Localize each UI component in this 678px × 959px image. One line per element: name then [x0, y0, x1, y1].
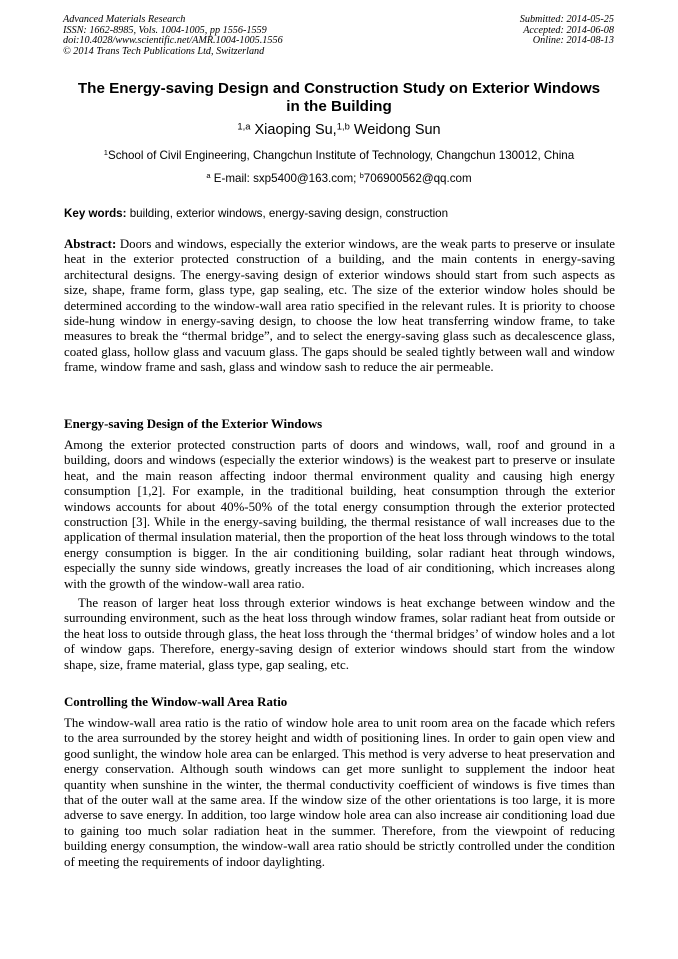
section-heading-window-wall-ratio: Controlling the Window-wall Area Ratio [64, 695, 288, 709]
emails [40, 171, 638, 186]
authors [40, 121, 638, 139]
email-b: 706900562@qq.com [363, 172, 472, 185]
affiliation-mark: 1 [103, 148, 108, 158]
journal-header [63, 15, 283, 57]
author-2-name: Weidong Sun [349, 122, 441, 138]
affiliation [40, 148, 638, 163]
author-2-affil-mark: 1,b [336, 120, 350, 132]
email-b-mark: b [359, 171, 364, 181]
copyright-line: © 2014 Trans Tech Publications Ltd, Switzerland [63, 45, 265, 57]
email-a-mark: a [206, 171, 211, 181]
author-1-name: Xiaoping Su, [250, 122, 337, 138]
keywords-label: Key words: [64, 207, 127, 220]
abstract [64, 237, 615, 376]
section-heading-energy-saving-design: Energy-saving Design of the Exterior Windows [64, 417, 323, 431]
paper-title [40, 80, 638, 116]
abstract-text: Doors and windows, especially the exterior windows, are the weak parts to preserve or insulate heat in the exterior protected construction of a building, and the main contents in energy-saving architectural designs. The energy-saving design of exterior windows should start from such aspects as size, shape, frame form, glass type, gap sealing, etc. The size of the exterior window holes should be determined according to the window-wall area ratio specified in the relevant rules. It is priority to choose side-hung window in energy-saving design, to choose the low heat transferring window frame, to take measures to break the “thermal bridge”, and to select the energy-saving glass such as decalescence glass, coated glass, hollow glass and vacuum glass. The gaps should be sealed tightly between wall and window frame, window frame and sash, glass and window sash to reduce the air permeable. [64, 237, 615, 375]
section-1-paragraph-2: The reason of larger heat loss through exterior windows is heat exchange between window and the surrounding environment, such as the heat loss through window frames, solar radiant heat from outside or the heat loss to outside through glass, the heat loss through the ‘thermal bridges’ of window holes and a lot of window gaps. Therefore, energy-saving design of exterior windows should start from the window shape, size, frame material, glass type, gap sealing, etc. [64, 596, 615, 672]
title-line-2: in the Building [286, 98, 392, 115]
accepted-date: Accepted: 2014-06-08 [523, 24, 614, 36]
dates-header [520, 15, 614, 47]
affiliation-text: School of Civil Engineering, Changchun Institute of Technology, Changchun 130012, China [107, 149, 575, 162]
keywords [64, 206, 448, 221]
journal-name: Advanced Materials Research [63, 14, 186, 25]
keywords-text: building, exterior windows, energy-saving design, construction [126, 207, 449, 220]
title-line-1: The Energy-saving Design and Construction Study on Exterior Windows [77, 80, 601, 97]
email-a: E-mail: sxp5400@163.com; [210, 172, 360, 185]
section-1-paragraph-1: Among the exterior protected construction parts of doors and windows, wall, roof and ground in a building, doors and windows (especially the exterior windows) is the weakest part to preserve or insulate heat, and the main reason affecting indoor thermal environment quality and causing high energy consumption [1,2]. For example, in the traditional building, heat consumption through the exterior windows accounts for about 40%-50% of the total energy consumption through the exterior protected construction [3]. While in the energy-saving building, the thermal resistance of wall increases due to the application of thermal insulation material, then the proportion of the heat loss through windows to the total energy consumption is bigger. In the air conditioning building, solar radiant heat through windows, especially the sunny side windows, greatly increases the load of air conditioning, which increases along with the growth of the window-wall area ratio. [64, 438, 615, 591]
author-1-affil-mark: 1,a [237, 120, 251, 132]
abstract-label: Abstract: [64, 237, 117, 251]
section-2-paragraph-1: The window-wall area ratio is the ratio of window hole area to unit room area on the facade which refers to the area surrounded by the storey height and width of positioning lines. In order to gain open view and good sunlight, the window hole area can be enlarged. This method is very adverse to heat preservation and energy conservation. Although south windows can get more sunlight to supplement the indoor heat quantity when sunshine in the winter, the thermal conductivity coefficient of windows is five times than that of the outer wall at the same area. If the window size of the other orientations is too large, it is more adverse to save energy. In addition, too large window hole area can also increase air conditioning load due to gaining too much solar radiation heat in the summer. Therefore, from the viewpoint of reducing building energy consumption, the window-wall area ratio should be strictly controlled under the condition of meeting the requirements of indoor daylighting. [64, 716, 615, 869]
online-date: Online: 2014-08-13 [532, 35, 614, 47]
doi-line: doi:10.4028/www.scientific.net/AMR.1004-1005.1556 [63, 35, 283, 47]
issn-line: ISSN: 1662-8985, Vols. 1004-1005, pp 1556-1559 [63, 24, 267, 36]
submitted-date: Submitted: 2014-05-25 [519, 14, 614, 25]
